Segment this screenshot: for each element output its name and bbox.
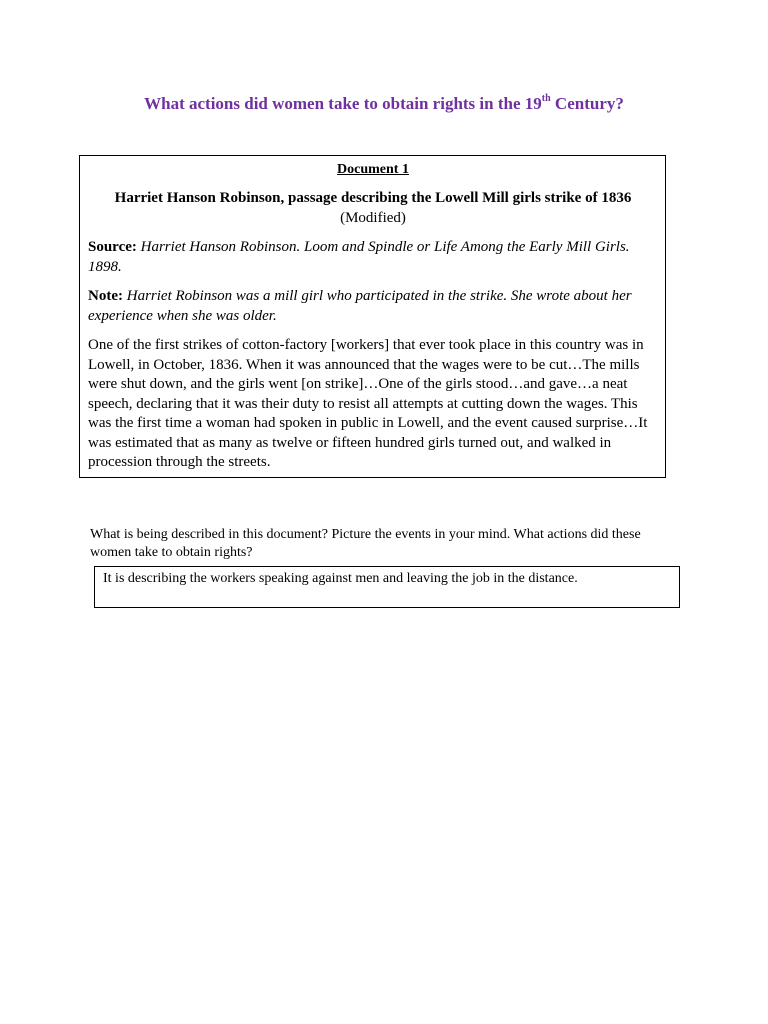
document-note: [88, 287, 658, 326]
source-label: Source:: [88, 239, 137, 255]
document-label: Document 1: [337, 162, 409, 177]
document-source: [88, 238, 658, 277]
answer-field[interactable]: [94, 566, 680, 608]
answer-text: It is describing the workers speaking against men and leaving the job in the distance.: [103, 571, 578, 586]
document-body-text: One of the first strikes of cotton-factory [workers] that ever took place in this country was in Lowell, in October, 1836. When it was announced that the wages were to be cut…The mills were shut down, and the girls went [on strike]…One of the girls stood…and gave…a neat speech, declaring that it was their duty to resist all attempts at cutting down the wages. This was the first time a woman had spoken in public in Lowell, and the event caused surprise…It was estimated that as many as twelve or fifteen hundred girls turned out, and walked in procession through the streets.: [88, 337, 648, 470]
page-title: [0, 92, 768, 116]
source-text: Harriet Hanson Robinson. Loom and Spindle or Life Among the Early Mill Girls. 1898.: [88, 239, 630, 275]
title-end-text: Century?: [550, 94, 624, 113]
document-box: [79, 155, 666, 478]
note-text: Harriet Robinson was a mill girl who participated in the strike. She wrote about her experience when she was older.: [88, 288, 632, 324]
note-label: Note:: [88, 288, 123, 304]
title-main-text: What actions did women take to obtain rights in the 19: [144, 94, 542, 113]
document-heading: [88, 189, 658, 228]
document-modified-note: (Modified): [340, 209, 406, 226]
question-prompt: What is being described in this document? Picture the events in your mind. What actions did these women take to obtain rights?: [90, 527, 641, 560]
title-superscript: th: [541, 93, 551, 105]
document-heading-title: Harriet Hanson Robinson, passage describing the Lowell Mill girls strike of 1836: [114, 190, 632, 206]
